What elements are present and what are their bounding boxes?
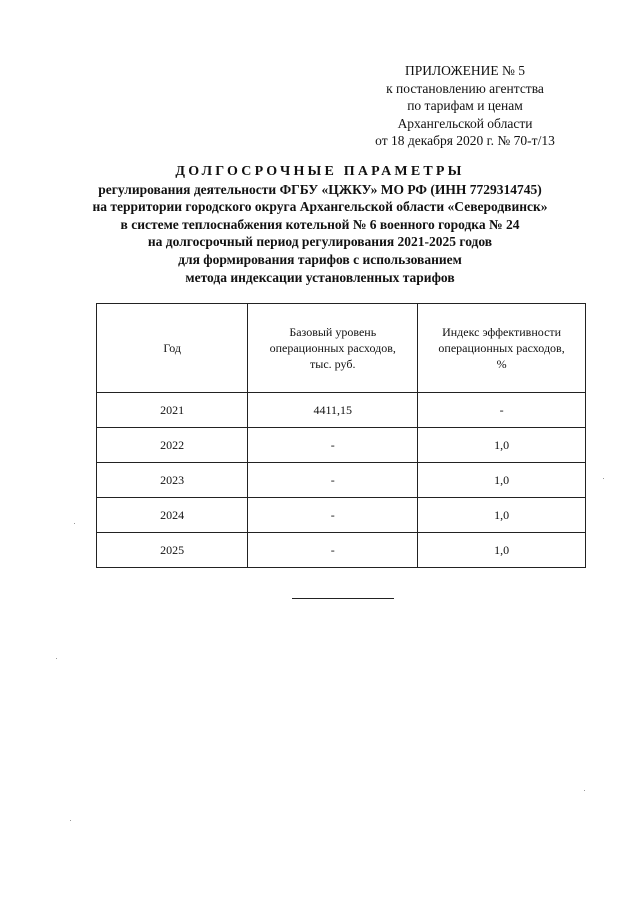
cell-year: 2025 <box>97 533 248 568</box>
table-row <box>97 463 586 498</box>
cell-efficiency-index: - <box>418 393 586 428</box>
cell-base-level: - <box>248 533 418 568</box>
parameters-table <box>96 303 586 568</box>
table-row <box>97 428 586 463</box>
cell-base-level: - <box>248 463 418 498</box>
scan-speck <box>70 820 71 821</box>
table-row <box>97 533 586 568</box>
header-text: операционных расходов, <box>438 341 565 355</box>
header-text: тыс. руб. <box>310 357 356 371</box>
cell-efficiency-index: 1,0 <box>418 533 586 568</box>
cell-efficiency-index: 1,0 <box>418 428 586 463</box>
cell-year: 2024 <box>97 498 248 533</box>
header-base-level <box>248 304 418 393</box>
scan-speck <box>584 790 585 791</box>
appendix-line: к постановлению агентства <box>386 80 544 96</box>
header-text: Базовый уровень <box>289 325 377 339</box>
separator-line <box>292 598 394 599</box>
title-heading: ДОЛГОСРОЧНЫЕ ПАРАМЕТРЫ <box>175 164 465 179</box>
cell-year: 2021 <box>97 393 248 428</box>
cell-year: 2022 <box>97 428 248 463</box>
table-row <box>97 498 586 533</box>
appendix-line: по тарифам и ценам <box>407 98 523 113</box>
cell-efficiency-index: 1,0 <box>418 463 586 498</box>
header-text: операционных расходов, <box>269 341 396 355</box>
table-header-row <box>97 304 586 393</box>
title-line: на долгосрочный период регулирования 2021-2025 годов <box>147 234 493 250</box>
cell-base-level: - <box>248 428 418 463</box>
scan-speck <box>603 478 604 479</box>
title-line: регулирования деятельности ФГБУ «ЦЖКУ» МО РФ (ИНН 7729314745) <box>98 181 542 197</box>
title-line: на территории городского округа Архангельской области «Северодвинск» <box>92 199 548 215</box>
title-line: метода индексации установленных тарифов <box>185 269 455 285</box>
appendix-title: ПРИЛОЖЕНИЕ № 5 <box>404 63 526 78</box>
header-year: Год <box>97 304 248 393</box>
header-text: % <box>496 357 507 371</box>
cell-efficiency-index: 1,0 <box>418 498 586 533</box>
appendix-line: Архангельской области <box>397 115 533 131</box>
title-line: для формирования тарифов с использованием <box>178 251 462 267</box>
scan-speck <box>74 523 75 524</box>
header-text: Индекс эффективности <box>442 325 562 339</box>
appendix-block <box>360 62 570 150</box>
title-line: в системе теплоснабжения котельной № 6 военного городка № 24 <box>120 216 520 232</box>
table-row <box>97 393 586 428</box>
cell-year: 2023 <box>97 463 248 498</box>
document-title <box>60 163 580 286</box>
header-efficiency-index <box>418 304 586 393</box>
cell-base-level: - <box>248 498 418 533</box>
appendix-line: от 18 декабря 2020 г. № 70-т/13 <box>375 133 555 148</box>
cell-base-level: 4411,15 <box>248 393 418 428</box>
scan-speck <box>56 658 57 659</box>
